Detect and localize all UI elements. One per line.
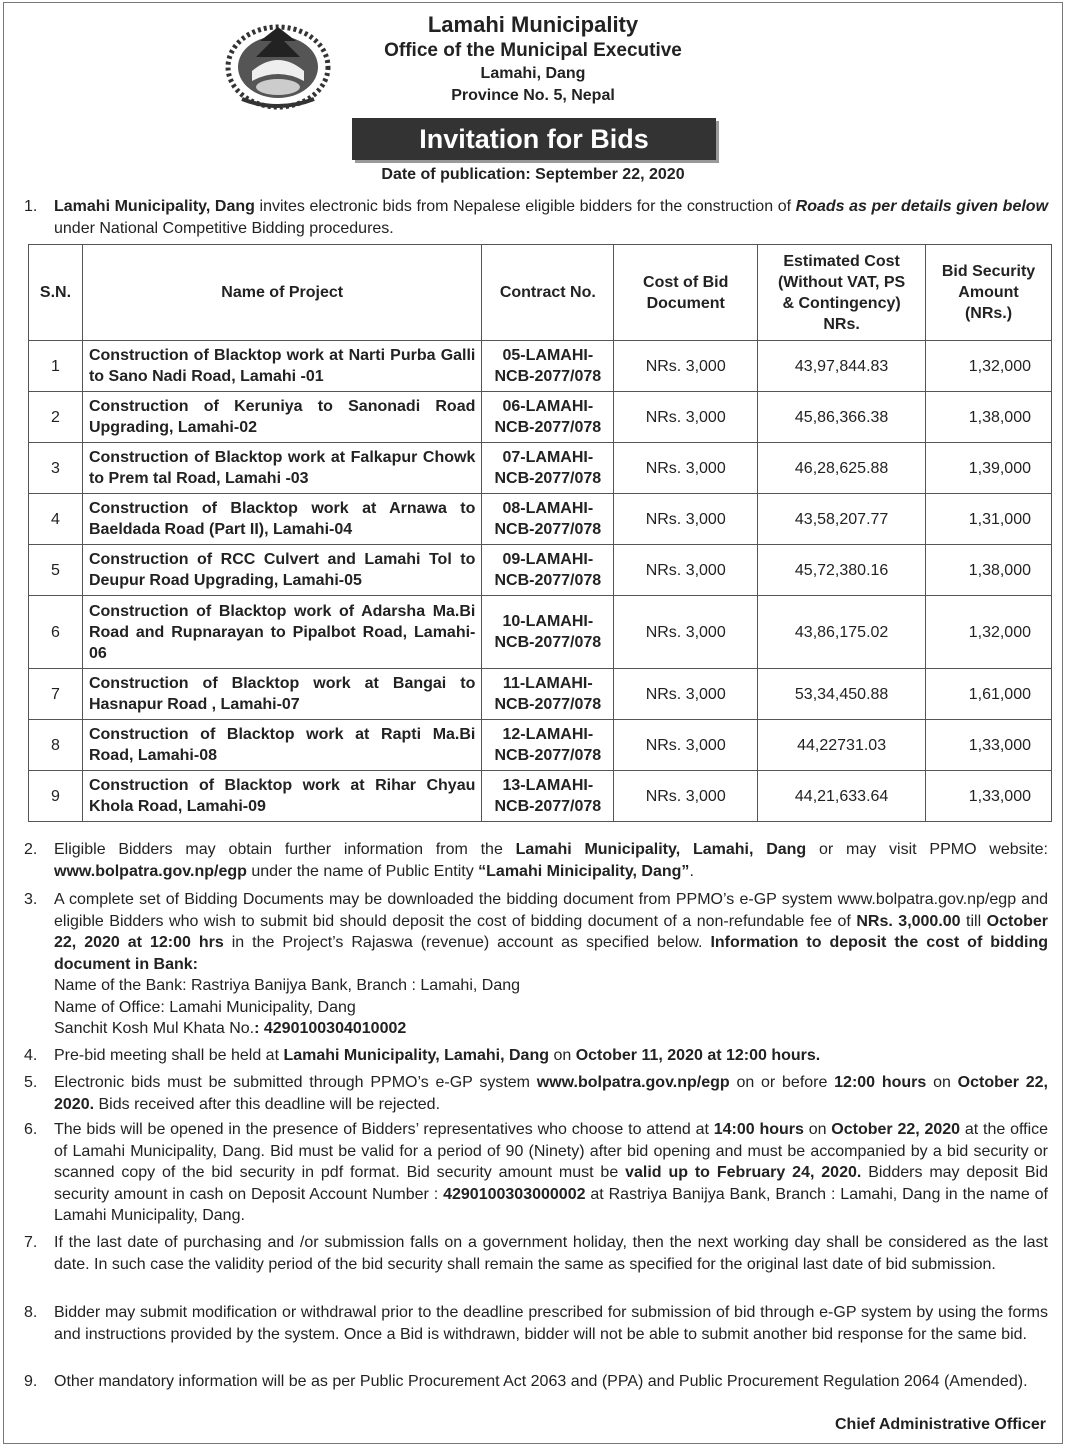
col-header-contract: Contract No. [482, 245, 614, 341]
signature: Chief Administrative Officer [834, 1416, 1046, 1433]
cell-sn: 7 [29, 669, 83, 720]
contract-line: 09-LAMAHI- [502, 551, 594, 568]
cell-sn: 1 [29, 341, 83, 392]
cell-security: 1,32,000 [926, 341, 1052, 392]
cell-contract [482, 596, 614, 669]
text: at Rastriya Banijya Bank, Branch : Lamahi, Dang in the name of Lamahi Municipality, Dang. [54, 1185, 1048, 1224]
contract-line: NCB-2077/078 [494, 419, 602, 436]
cell-sn: 9 [29, 771, 83, 822]
text: Bidders may deposit Bid security amount in cash on Deposit Account Number : [54, 1164, 1049, 1203]
table-row [29, 443, 1052, 494]
account-line [54, 1018, 1048, 1040]
header-line: Estimated Cost [783, 252, 900, 270]
contract-line: 11-LAMAHI- [502, 675, 593, 692]
office-location: Lamahi, Dang [480, 65, 586, 82]
cell-sn: 3 [29, 443, 83, 494]
cell-estimate: 44,21,633.64 [758, 771, 926, 822]
cell-security: 1,31,000 [926, 494, 1052, 545]
cell-project: Construction of Blacktop work at Rihar Chyau Khola Road, Lamahi-09 [82, 771, 481, 822]
contract-line: NCB-2077/078 [494, 521, 602, 538]
paragraph-4 [24, 1045, 1048, 1067]
cell-project: Construction of RCC Culvert and Lamahi Tol to Deupur Road Upgrading, Lamahi-05 [82, 545, 481, 596]
cell-contract [482, 341, 614, 392]
text: on [803, 1121, 832, 1138]
contract-line: 10-LAMAHI- [502, 613, 594, 630]
cell-project: Construction of Blacktop work at Falkapur Chowk to Prem tal Road, Lamahi -03 [82, 443, 481, 494]
paragraph-9 [24, 1371, 1048, 1393]
website-link: www.bolpatra.gov.np/egp [536, 1074, 730, 1091]
contract-line: 12-LAMAHI- [502, 726, 594, 743]
org-name: Lamahi Municipality [427, 12, 639, 37]
cell-sn: 5 [29, 545, 83, 596]
office-name-line: Name of Office: Lamahi Municipality, Dang [54, 998, 356, 1016]
table-header-row [29, 245, 1052, 341]
table-row [29, 392, 1052, 443]
entity-name: Lamahi Municipality, Dang [54, 198, 255, 215]
header-line: NRs. [823, 315, 860, 333]
table-row [29, 669, 1052, 720]
text-bold: October 22, 2020. [54, 1074, 1048, 1113]
text-bold: 12:00 hours [834, 1074, 927, 1091]
table-row [29, 720, 1052, 771]
table-row [29, 545, 1052, 596]
contract-line: NCB-2077/078 [494, 470, 602, 487]
text-bold: Information to deposit the cost of bidding document in Bank: [54, 934, 1048, 973]
text: under the name of Public Entity [246, 862, 479, 880]
text-bold: October 11, 2020 at 12:00 hours. [575, 1047, 821, 1064]
paragraph-number: 8. [24, 1304, 38, 1321]
text: . [689, 862, 694, 880]
cell-estimate: 46,28,625.88 [758, 443, 926, 494]
paragraph-3 [24, 889, 1048, 1040]
contract-line: 06-LAMAHI- [502, 398, 594, 415]
header-line: & Contingency) [782, 294, 901, 312]
col-header-estimate [758, 245, 926, 341]
paragraph-2 [24, 839, 1048, 882]
text: Eligible Bidders may obtain further information from the [54, 841, 516, 858]
contract-line: NCB-2077/078 [494, 798, 602, 815]
cell-project: Construction of Keruniya to Sanonadi Road Upgrading, Lamahi-02 [82, 392, 481, 443]
cell-sn: 4 [29, 494, 83, 545]
cell-cost: NRs. 3,000 [614, 720, 758, 771]
text: Pre-bid meeting shall be held at [54, 1047, 284, 1064]
text: in the Project’s Rajaswa (revenue) account as specified below. [223, 934, 711, 951]
cell-security: 1,61,000 [926, 669, 1052, 720]
cell-contract [482, 545, 614, 596]
paragraph-number: 5. [24, 1074, 38, 1091]
cell-security: 1,32,000 [926, 596, 1052, 669]
text-bold: “Lamahi Minicipality, Dang” [478, 862, 690, 880]
table-row [29, 494, 1052, 545]
text: Sanchit Kosh Mul Khata No. [54, 1020, 255, 1037]
cell-sn: 2 [29, 392, 83, 443]
office-name: Office of the Municipal Executive [384, 40, 682, 61]
cell-security: 1,33,000 [926, 720, 1052, 771]
account-number: 4290100303000002 [443, 1185, 586, 1203]
header-line: Document [646, 294, 725, 312]
cell-estimate: 43,58,207.77 [758, 494, 926, 545]
col-header-security [926, 245, 1052, 341]
cell-contract [482, 443, 614, 494]
col-header-cost [614, 245, 758, 341]
paragraph-1 [24, 196, 1048, 239]
paragraph-number: 6. [24, 1121, 38, 1138]
contract-line: 07-LAMAHI- [502, 449, 594, 466]
paragraph-number: 2. [24, 841, 38, 858]
cell-estimate: 43,86,175.02 [758, 596, 926, 669]
cell-estimate: 43,97,844.83 [758, 341, 926, 392]
paragraph-number: 1. [24, 198, 38, 215]
cell-security: 1,33,000 [926, 771, 1052, 822]
cell-project: Construction of Blacktop work at Bangai to Hasnapur Road , Lamahi-07 [82, 669, 481, 720]
header-line: Amount [958, 284, 1019, 301]
account-number: : 4290100304010002 [254, 1020, 407, 1037]
text: on [926, 1074, 958, 1091]
col-header-project: Name of Project [82, 245, 481, 341]
paragraph-number: 4. [24, 1047, 38, 1064]
cell-security: 1,39,000 [926, 443, 1052, 494]
cell-cost: NRs. 3,000 [614, 771, 758, 822]
cell-security: 1,38,000 [926, 392, 1052, 443]
cell-contract [482, 720, 614, 771]
cell-project: Construction of Blacktop work at Rapti Ma.Bi Road, Lamahi-08 [82, 720, 481, 771]
text: Other mandatory information will be as per Public Procurement Act 2063 and (PPA) and Public Procurement Regulation 2064 (Amended). [54, 1373, 1028, 1390]
text: invites electronic bids from Nepalese eligible bidders for the construction of [254, 198, 796, 215]
contract-line: NCB-2077/078 [494, 368, 602, 385]
cell-project: Construction of Blacktop work at Narti Purba Galli to Sano Nadi Road, Lamahi -01 [82, 341, 481, 392]
text-bold: valid up to February 24, 2020. [625, 1164, 862, 1181]
cell-cost: NRs. 3,000 [614, 545, 758, 596]
header-line: (Without VAT, PS [777, 273, 906, 291]
publication-date: Date of publication: September 22, 2020 [381, 166, 685, 183]
text: Bidder may submit modification or withdrawal prior to the deadline prescribed for submission of bid through e-GP system by using the forms and instructions provided by the system. Once a Bid is withdrawn, bidder will not be able to submit another bid response for the same bid. [54, 1304, 1048, 1343]
header [4, 11, 1062, 107]
contract-line: NCB-2077/078 [494, 634, 602, 651]
paragraph-number: 9. [24, 1373, 38, 1390]
text-bold: 14:00 hours [713, 1121, 804, 1138]
cell-contract [482, 392, 614, 443]
table-row [29, 771, 1052, 822]
header-line: Cost of Bid [643, 273, 729, 291]
contract-line: 13-LAMAHI- [502, 777, 594, 794]
page-title: Invitation for Bids [352, 118, 716, 160]
cell-cost: NRs. 3,000 [614, 341, 758, 392]
cell-cost: NRs. 3,000 [614, 596, 758, 669]
cell-estimate: 53,34,450.88 [758, 669, 926, 720]
cell-contract [482, 771, 614, 822]
table-row [29, 341, 1052, 392]
paragraph-number: 3. [24, 891, 38, 908]
contract-line: NCB-2077/078 [494, 572, 602, 589]
cell-cost: NRs. 3,000 [614, 669, 758, 720]
text: The bids will be opened in the presence of Bidders’ representatives who choose to attend at [54, 1121, 714, 1138]
header-line: Bid Security [941, 263, 1036, 280]
cell-cost: NRs. 3,000 [614, 443, 758, 494]
cell-project: Construction of Blacktop work at Arnawa to Baeldada Road (Part II), Lamahi-04 [82, 494, 481, 545]
paragraph-5 [24, 1072, 1048, 1115]
header-line: (NRs.) [964, 305, 1013, 322]
text-bold: NRs. 3,000.00 [856, 912, 961, 930]
bid-notice-page [3, 2, 1063, 1444]
paragraph-number: 7. [24, 1234, 38, 1251]
text: Electronic bids must be submitted through PPMO’s e-GP system [54, 1074, 537, 1091]
text-bold: Lamahi Municipality, Lamahi, Dang [515, 841, 807, 858]
paragraph-7 [24, 1232, 1048, 1275]
cell-project: Construction of Blacktop work of Adarsha Ma.Bi Road and Rupnarayan to Pipalbot Road, Lamahi-06 [82, 596, 481, 669]
text: Bids received after this deadline will be rejected. [94, 1095, 441, 1113]
cell-estimate: 44,22731.03 [758, 720, 926, 771]
province: Province No. 5, Nepal [451, 87, 615, 104]
cell-sn: 8 [29, 720, 83, 771]
text: under National Competitive Bidding procedures. [54, 219, 394, 237]
text: at the office of Lamahi Municipality, Dang. Bid must be valid for a period of 90 (Ninety) after bid opening and must be accompanied by a bid security or scanned copy of the bid security in pdf format. Bid security amount must be [54, 1121, 1049, 1181]
text: If the last date of purchasing and /or submission falls on a government holiday, then the next working day shall be considered as the last date. In such case the validity period of the bid security shall remain the same as specified for the original last date of bid submission. [54, 1234, 1048, 1273]
text-bold: Lamahi Municipality, Lamahi, Dang [283, 1047, 549, 1064]
col-header-sn: S.N. [29, 245, 83, 341]
scope-text: Roads as per details given below [795, 198, 1049, 215]
contract-line: 05-LAMAHI- [502, 347, 594, 364]
bids-table [28, 244, 1052, 822]
paragraph-6 [24, 1119, 1048, 1227]
contract-line: 08-LAMAHI- [502, 500, 594, 517]
cell-estimate: 45,86,366.38 [758, 392, 926, 443]
website-link: www.bolpatra.gov.np/egp [54, 862, 247, 880]
text-bold: October 22, 2020 at 12:00 hrs [54, 912, 1048, 951]
text: on or before [729, 1074, 835, 1091]
text: A complete set of Bidding Documents may be downloaded the bidding document from PPMO’s e-GP system www.bolpatra.gov.np/egp and eligible Bidders who wish to submit bid should deposit the cost of bidding document of a non-refundable fee of [54, 891, 1048, 930]
cell-estimate: 45,72,380.16 [758, 545, 926, 596]
cell-contract [482, 669, 614, 720]
text: on [549, 1047, 576, 1064]
text: till [960, 912, 987, 930]
cell-contract [482, 494, 614, 545]
bank-name-line: Name of the Bank: Rastriya Banijya Bank, Branch : Lamahi, Dang [54, 977, 521, 994]
cell-security: 1,38,000 [926, 545, 1052, 596]
contract-line: NCB-2077/078 [494, 696, 602, 713]
contract-line: NCB-2077/078 [494, 747, 602, 764]
cell-cost: NRs. 3,000 [614, 392, 758, 443]
table-row [29, 596, 1052, 669]
paragraph-8 [24, 1302, 1048, 1345]
text-bold: October 22, 2020 [831, 1121, 961, 1138]
cell-sn: 6 [29, 596, 83, 669]
text: or may visit PPMO website: [806, 841, 1049, 858]
cell-cost: NRs. 3,000 [614, 494, 758, 545]
